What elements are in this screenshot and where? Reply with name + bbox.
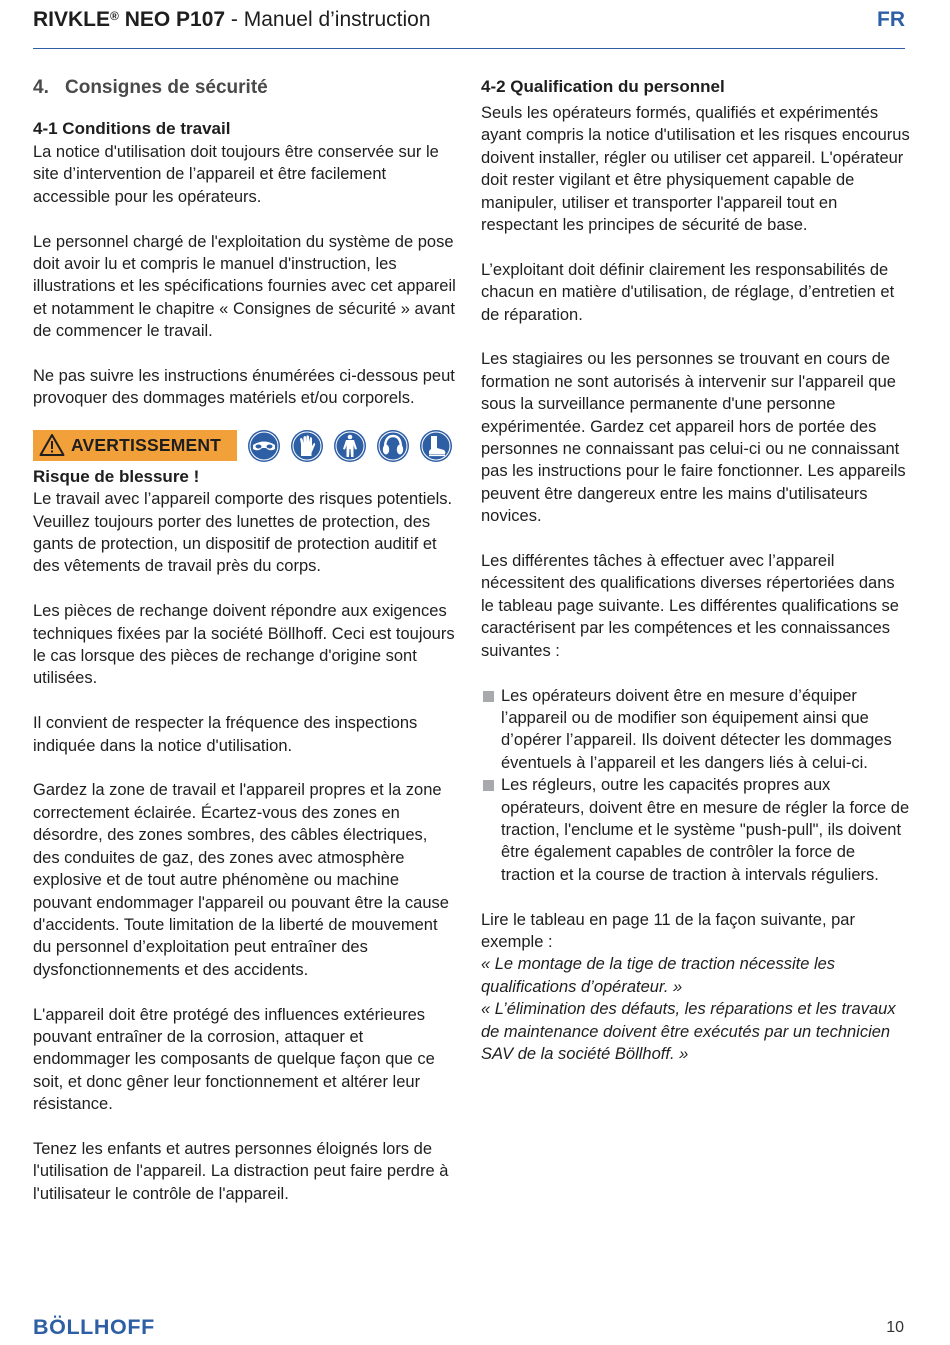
subsection-title-working-conditions: 4-1 Conditions de travail xyxy=(33,119,231,138)
example-quote: « Le montage de la tige de traction nécessite les qualifications d’opérateur. » xyxy=(481,955,836,996)
goggles-icon xyxy=(247,429,281,463)
paragraph: Tenez les enfants et autres personnes éloignés lors de l'utilisation de l'appareil. La distraction peut faire perdre à l'utilisateur le contrôle de l'appareil. xyxy=(33,1139,449,1203)
list-item-text: Les régleurs, outre les capacités propres aux opérateurs, doivent être en mesure de régler la force de traction, l'enclume et le système "push-pull", ils doivent être également capables de contrôler la force de traction et la course de traction à intervals réguliers. xyxy=(501,776,910,884)
brand-name: RIVKLE xyxy=(33,8,111,31)
model-name: NEO P107 xyxy=(118,8,226,31)
left-column xyxy=(33,75,458,1228)
language-code: FR xyxy=(877,8,905,31)
paragraph: L’exploitant doit définir clairement les responsabilités de chacun en matière d'utilisation, de réglage, d’entretien et de réparation. xyxy=(481,260,895,324)
paragraph: Les stagiaires ou les personnes se trouvant en cours de formation ne sont autorisés à intervenir sur l'appareil que sous la surveillance permanente d'une personne expérimentée. Gardez cet appareil hors de portée des personnes ne connaissant pas celui-ci ou ne connaissant pas les instructions pour le faire fonctionner. Les appareils peuvent être dangereux entre les mains d'utilisateurs novices. xyxy=(481,350,906,526)
subsection-title-staff-qualification: 4-2 Qualification du personnel xyxy=(481,77,725,96)
safety-boots-icon xyxy=(419,429,453,463)
paragraph: Seuls les opérateurs formés, qualifiés et expérimentés ayant compris la notice d'utilisation et les risques encourus doivent installer, régler ou utiliser cet appareil. L'opérateur doit rester vigilant et être physiquement capable de manipuler, utiliser et transporter l'appareil tout en respectant les principes de sécurité de base. xyxy=(481,104,910,235)
paragraph: Lire le tableau en page 11 de la façon suivante, par exemple : xyxy=(481,910,855,951)
list-item xyxy=(481,774,911,886)
list-item-text: Les opérateurs doivent être en mesure d’équiper l’appareil ou de modifier son équipement ainsi que d’opérer l’appareil. Ils doivent détecter les dommages éventuels à l’appareil et les dangers liés à celui-ci. xyxy=(501,686,892,772)
bollhoff-logo xyxy=(33,1315,193,1339)
bullet-square-icon xyxy=(483,691,494,702)
paragraph: L'appareil doit être protégé des influences extérieures pouvant entraîner de la corrosion, attaquer et endommager les composants de quelque façon que ce soit, et donc gêner leur fonctionnement et altérer leur résistance. xyxy=(33,1005,435,1114)
warning-triangle-icon xyxy=(39,433,65,457)
paragraph: Les pièces de rechange doivent répondre aux exigences techniques fixées par la société Böllhoff. Ceci est toujours le cas lorsque des pièces de rechange d'origine sont utilisées. xyxy=(33,602,455,688)
section-number: 4. xyxy=(33,77,49,98)
paragraph: Gardez la zone de travail et l'appareil propres et la zone correctement éclairée. Écartez-vous des zones en désordre, des zones sombres, des câbles électriques, des conduites de gaz, des zones avec atmosphère explosive et de tout autre phénomène ou machine pouvant endommager l'appareil ou pouvant être la cause d'accidents. Toute limitation de la liberté de mouvement du personnel d’exploitation peut entraîner des dysfonctionnements et des accidents. xyxy=(33,781,449,979)
risk-instructions: Veuillez toujours porter des lunettes de protection, des gants de protection, un dispositif de protection auditif et des vêtements de travail près du corps. xyxy=(33,512,437,576)
bullet-square-icon xyxy=(483,780,494,791)
warning-banner xyxy=(33,430,458,464)
paragraph: Ne pas suivre les instructions énumérées ci-dessous peut provoquer des dommages matériels et/ou corporels. xyxy=(33,367,455,408)
list-item xyxy=(481,685,911,775)
page-header xyxy=(33,4,905,49)
warning-badge xyxy=(33,430,237,461)
paragraph: Le personnel chargé de l'exploitation du système de pose doit avoir lu et compris le manuel d'instruction, les illustrations et les spécifications fournies avec cet appareil et notamment le chapitre « Consignes de sécurité » avant de commencer le travail. xyxy=(33,232,456,341)
ear-protection-icon xyxy=(376,429,410,463)
example-quote: « L’élimination des défauts, les réparations et les travaux de maintenance doivent être exécutés par un technicien SAV de la société Böllhoff. » xyxy=(481,1000,896,1063)
document-subtitle: - Manuel d’instruction xyxy=(225,8,431,31)
warning-label: AVERTISSEMENT xyxy=(71,435,222,456)
section-title xyxy=(33,75,458,101)
document-title xyxy=(33,8,431,32)
gloves-icon xyxy=(290,429,324,463)
paragraph: Les différentes tâches à effectuer avec l’appareil nécessitent des qualifications diverses répertoriées dans le tableau page suivante. Les différentes qualifications se caractérisent par les compétences et les connaissances suivantes : xyxy=(481,552,899,660)
paragraph: La notice d'utilisation doit toujours être conservée sur le site d’intervention de l’appareil et être facilement accessible pour les opérateurs. xyxy=(33,143,439,206)
registered-mark: ® xyxy=(110,9,119,23)
risk-title: Risque de blessure ! xyxy=(33,466,200,486)
logo-text: BÖLLHOFF xyxy=(33,1315,155,1339)
right-column xyxy=(481,75,911,1065)
page-number: 10 xyxy=(886,1319,904,1336)
workwear-icon xyxy=(333,429,367,463)
qualification-list xyxy=(481,685,911,887)
risk-text: Le travail avec l’appareil comporte des risques potentiels. xyxy=(33,490,453,509)
section-title-text: Consignes de sécurité xyxy=(65,77,268,98)
paragraph: Il convient de respecter la fréquence des inspections indiquée dans la notice d'utilisation. xyxy=(33,714,418,755)
